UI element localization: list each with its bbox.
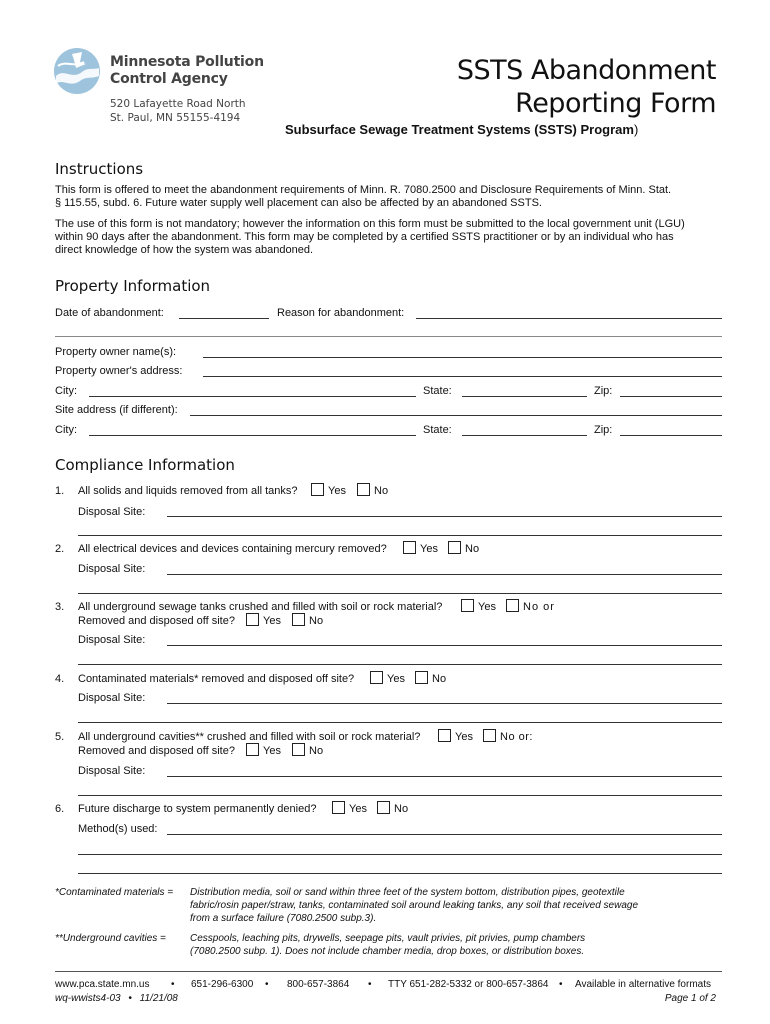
bullet: • xyxy=(559,979,563,990)
state2-label: State: xyxy=(423,424,452,436)
extra-line[interactable] xyxy=(78,854,722,855)
yes-checkbox[interactable] xyxy=(461,599,474,612)
yes-checkbox[interactable] xyxy=(332,801,345,814)
item-number: 6. xyxy=(55,803,65,815)
item-number: 1. xyxy=(55,485,65,497)
item-number: 5. xyxy=(55,731,65,743)
zip2-field[interactable] xyxy=(620,435,722,436)
site-address-label: Site address (if different): xyxy=(55,404,178,416)
owner-address-field[interactable] xyxy=(203,376,722,377)
no-checkbox[interactable] xyxy=(448,541,461,554)
section-divider xyxy=(55,336,722,337)
disposal-site-field[interactable] xyxy=(167,645,722,646)
agency-address: 520 Lafayette Road North St. Paul, MN 55155-4194 xyxy=(110,98,246,124)
cavities-label: **Underground cavities = xyxy=(55,933,166,944)
state2-field[interactable] xyxy=(462,435,587,436)
extra-line[interactable] xyxy=(78,795,722,796)
state-label: State: xyxy=(423,385,452,397)
site-address-field[interactable] xyxy=(190,415,722,416)
bullet: • xyxy=(171,979,175,990)
disposal-site-label: Disposal Site: xyxy=(78,506,146,518)
extra-line[interactable] xyxy=(78,535,722,536)
form-id: wq-wwists4-03 • 11/21/08 xyxy=(55,993,178,1004)
instructions-para2: The use of this form is not mandatory; however the information on this form must be submitted to the local government unit (LGU) within 90 days after the abandonment. This form may be completed by a certified SSTS practitioner or by an individual who has direct knowledge of how the system was abandoned. xyxy=(55,218,685,256)
item-number: 2. xyxy=(55,543,65,555)
state-field[interactable] xyxy=(462,396,587,397)
reason-label: Reason for abandonment: xyxy=(277,307,405,319)
page-number: Page 1 of 2 xyxy=(664,993,716,1004)
disposal-site-field[interactable] xyxy=(167,703,722,704)
compliance-heading: Compliance Information xyxy=(55,456,235,474)
extra-line[interactable] xyxy=(78,664,722,665)
item-question: Contaminated materials* removed and disposed off site? xyxy=(78,673,355,685)
contaminated-label: *Contaminated materials = xyxy=(55,887,174,898)
disposal-site-label: Disposal Site: xyxy=(78,692,146,704)
removed-no-checkbox[interactable] xyxy=(292,613,305,626)
date-label: Date of abandonment: xyxy=(55,307,164,319)
disposal-site-label: Disposal Site: xyxy=(78,765,146,777)
yes-label: Yes xyxy=(455,731,473,743)
yes-checkbox[interactable] xyxy=(370,671,383,684)
phone2: 800-657-3864 xyxy=(287,979,350,990)
yes-label: Yes xyxy=(478,601,496,613)
owner-name-field[interactable] xyxy=(203,357,722,358)
removed-yes-checkbox[interactable] xyxy=(246,613,259,626)
methods-used-label: Method(s) used: xyxy=(78,823,158,835)
disposal-site-label: Disposal Site: xyxy=(78,634,146,646)
owner-name-label: Property owner name(s): xyxy=(55,346,177,358)
no-checkbox[interactable] xyxy=(483,729,496,742)
disposal-site-field[interactable] xyxy=(167,574,722,575)
agency-name: Minnesota Pollution Control Agency xyxy=(110,54,264,87)
removed-yes-checkbox[interactable] xyxy=(246,743,259,756)
cavities-definition: Cesspools, leaching pits, drywells, seepage pits, vault privies, pit privies, pump chambers (7080.2500 subp. 1). Does not include chamber media, drop boxes, or distribution boxes. xyxy=(190,933,586,957)
date-field[interactable] xyxy=(179,318,269,319)
extra-line[interactable] xyxy=(78,873,722,874)
item-question: All underground cavities** crushed and filled with soil or rock material? xyxy=(78,731,421,743)
removed-question: Removed and disposed off site? xyxy=(78,615,235,627)
no-checkbox[interactable] xyxy=(506,599,519,612)
mpca-logo xyxy=(52,46,102,96)
no-checkbox[interactable] xyxy=(357,483,370,496)
item-number: 4. xyxy=(55,673,65,685)
extra-line[interactable] xyxy=(78,593,722,594)
no-or-label: No or: xyxy=(500,731,533,743)
contaminated-definition: Distribution media, soil or sand within three feet of the system bottom, distribution pipes, geotextile fabric/rosin paper/straw, tanks, contaminated soil around leaking tanks, any soil that received sewage from a surface failure (7080.2500 subp.3). xyxy=(190,887,639,924)
item-number: 3. xyxy=(55,601,65,613)
no-label: No xyxy=(432,673,447,685)
yes-label: Yes xyxy=(328,485,346,497)
yes-label: Yes xyxy=(349,803,367,815)
bullet: • xyxy=(368,979,372,990)
disposal-site-label: Disposal Site: xyxy=(78,563,146,575)
form-subtitle: Subsurface Sewage Treatment Systems (SSTS) Program) xyxy=(285,122,639,137)
city2-label: City: xyxy=(55,424,77,436)
no-checkbox[interactable] xyxy=(377,801,390,814)
yes-label: Yes xyxy=(420,543,438,555)
yes-checkbox[interactable] xyxy=(403,541,416,554)
city-field[interactable] xyxy=(89,396,416,397)
city-label: City: xyxy=(55,385,77,397)
yes-label: Yes xyxy=(387,673,405,685)
form-title: SSTS Abandonment Reporting Form xyxy=(456,55,716,119)
instructions-heading: Instructions xyxy=(55,160,144,178)
removed-no-checkbox[interactable] xyxy=(292,743,305,756)
phone1: 651-296-6300 xyxy=(191,979,254,990)
removed-question: Removed and disposed off site? xyxy=(78,745,235,757)
zip-label: Zip: xyxy=(594,385,613,397)
tty: TTY 651-282-5332 or 800-657-3864 xyxy=(388,979,549,990)
no-label: No xyxy=(465,543,480,555)
item-question: Future discharge to system permanently denied? xyxy=(78,803,317,815)
city2-field[interactable] xyxy=(89,435,416,436)
bullet: • xyxy=(265,979,269,990)
item-question: All underground sewage tanks crushed and filled with soil or rock material? xyxy=(78,601,443,613)
disposal-site-field[interactable] xyxy=(167,776,722,777)
property-heading: Property Information xyxy=(55,277,211,295)
zip-field[interactable] xyxy=(620,396,722,397)
no-label: No xyxy=(309,615,324,627)
yes-label: Yes xyxy=(263,615,281,627)
no-or-label: No or xyxy=(523,601,555,613)
instructions-para1: This form is offered to meet the abandonment requirements of Minn. R. 7080.2500 and Disclosure Requirements of Minn. Stat. § 115.55, subd. 6. Future water supply well placement can also be affected by an abandoned SSTS. xyxy=(55,184,672,209)
owner-address-label: Property owner's address: xyxy=(55,365,183,377)
footer-divider xyxy=(55,971,722,972)
yes-checkbox[interactable] xyxy=(311,483,324,496)
item-question: All electrical devices and devices containing mercury removed? xyxy=(78,543,387,555)
no-checkbox[interactable] xyxy=(415,671,428,684)
methods-used-field[interactable] xyxy=(167,834,722,835)
yes-label: Yes xyxy=(263,745,281,757)
no-label: No xyxy=(394,803,409,815)
reason-field[interactable] xyxy=(416,318,722,319)
website-link[interactable]: www.pca.state.mn.us xyxy=(55,979,150,990)
no-label: No xyxy=(309,745,324,757)
disposal-site-field[interactable] xyxy=(167,516,722,517)
alt-formats: Available in alternative formats xyxy=(575,979,711,990)
zip2-label: Zip: xyxy=(594,424,613,436)
item-question: All solids and liquids removed from all tanks? xyxy=(78,485,298,497)
yes-checkbox[interactable] xyxy=(438,729,451,742)
extra-line[interactable] xyxy=(78,722,722,723)
no-label: No xyxy=(374,485,389,497)
